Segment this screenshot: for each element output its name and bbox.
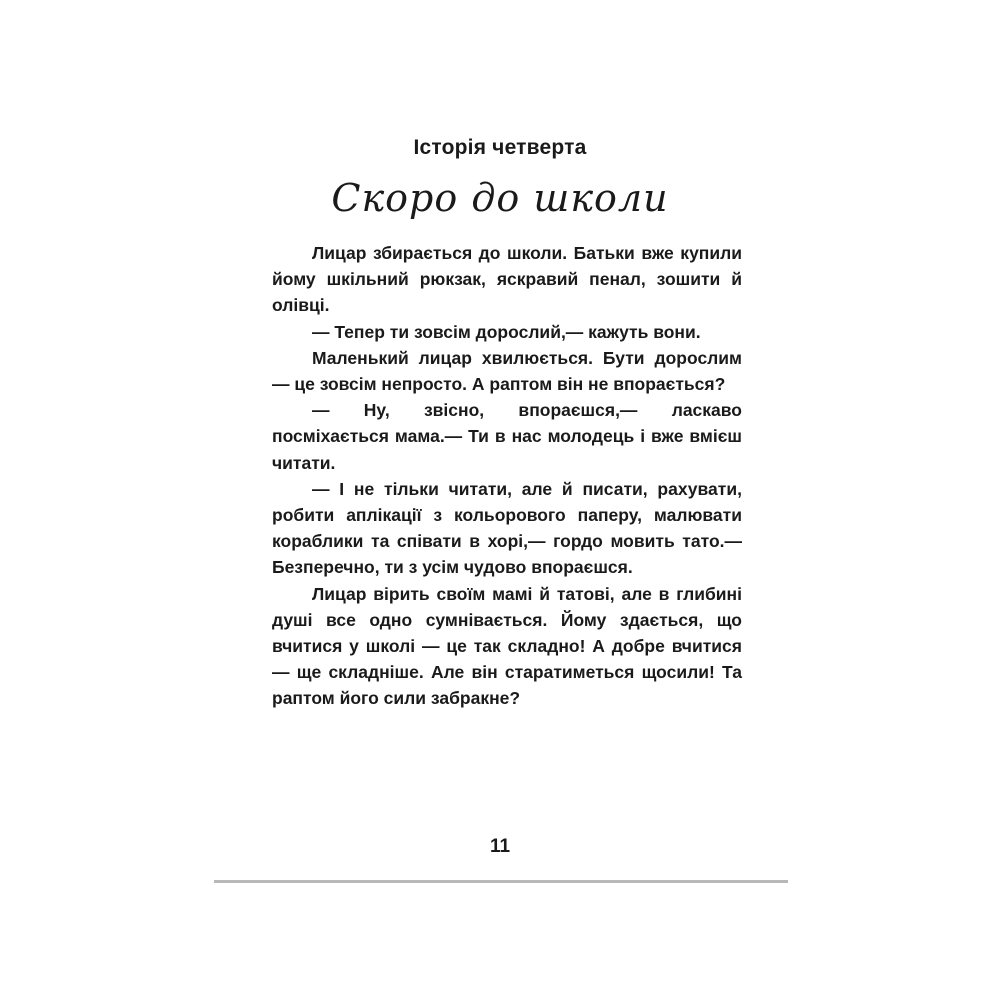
- paragraph: Лицар вірить своїм мамі й татові, але в глибині душі все одно сумнівається. Йому здається, що вчитися у школі — це так складно! А добре вчитися — ще складніше. Але він старатиметься щосили! Та раптом його сили забракне?: [272, 583, 742, 709]
- bottom-divider: [214, 880, 788, 883]
- paragraph: Лицар збирається до школи. Батьки вже купили йому шкільний рюкзак, яскравий пенал, зошити й олівці.: [272, 243, 742, 316]
- chapter-label: Історія четверта: [413, 136, 587, 159]
- paragraph: — Тепер ти зовсім дорослий,— кажуть вони.: [312, 321, 701, 342]
- paragraph: — І не тільки читати, але й писати, рахувати, робити аплікації з кольорового паперу, малювати кораблики та співати в хорі,— гордо мовить тато.— Безперечно, ти з усім чудово впораєшся.: [272, 478, 742, 578]
- chapter-title: Скоро до школи: [331, 176, 669, 220]
- story-text: [272, 240, 742, 712]
- page-number: 11: [489, 836, 511, 857]
- paragraph: — Ну, звісно, впораєшся,— ласкаво посміхається мама.— Ти в нас молодець і вже вмієш читати.: [272, 400, 742, 473]
- paragraph: Маленький лицар хвилюється. Бути дорослим — це зовсім непросто. А раптом він не впорається?: [272, 347, 742, 395]
